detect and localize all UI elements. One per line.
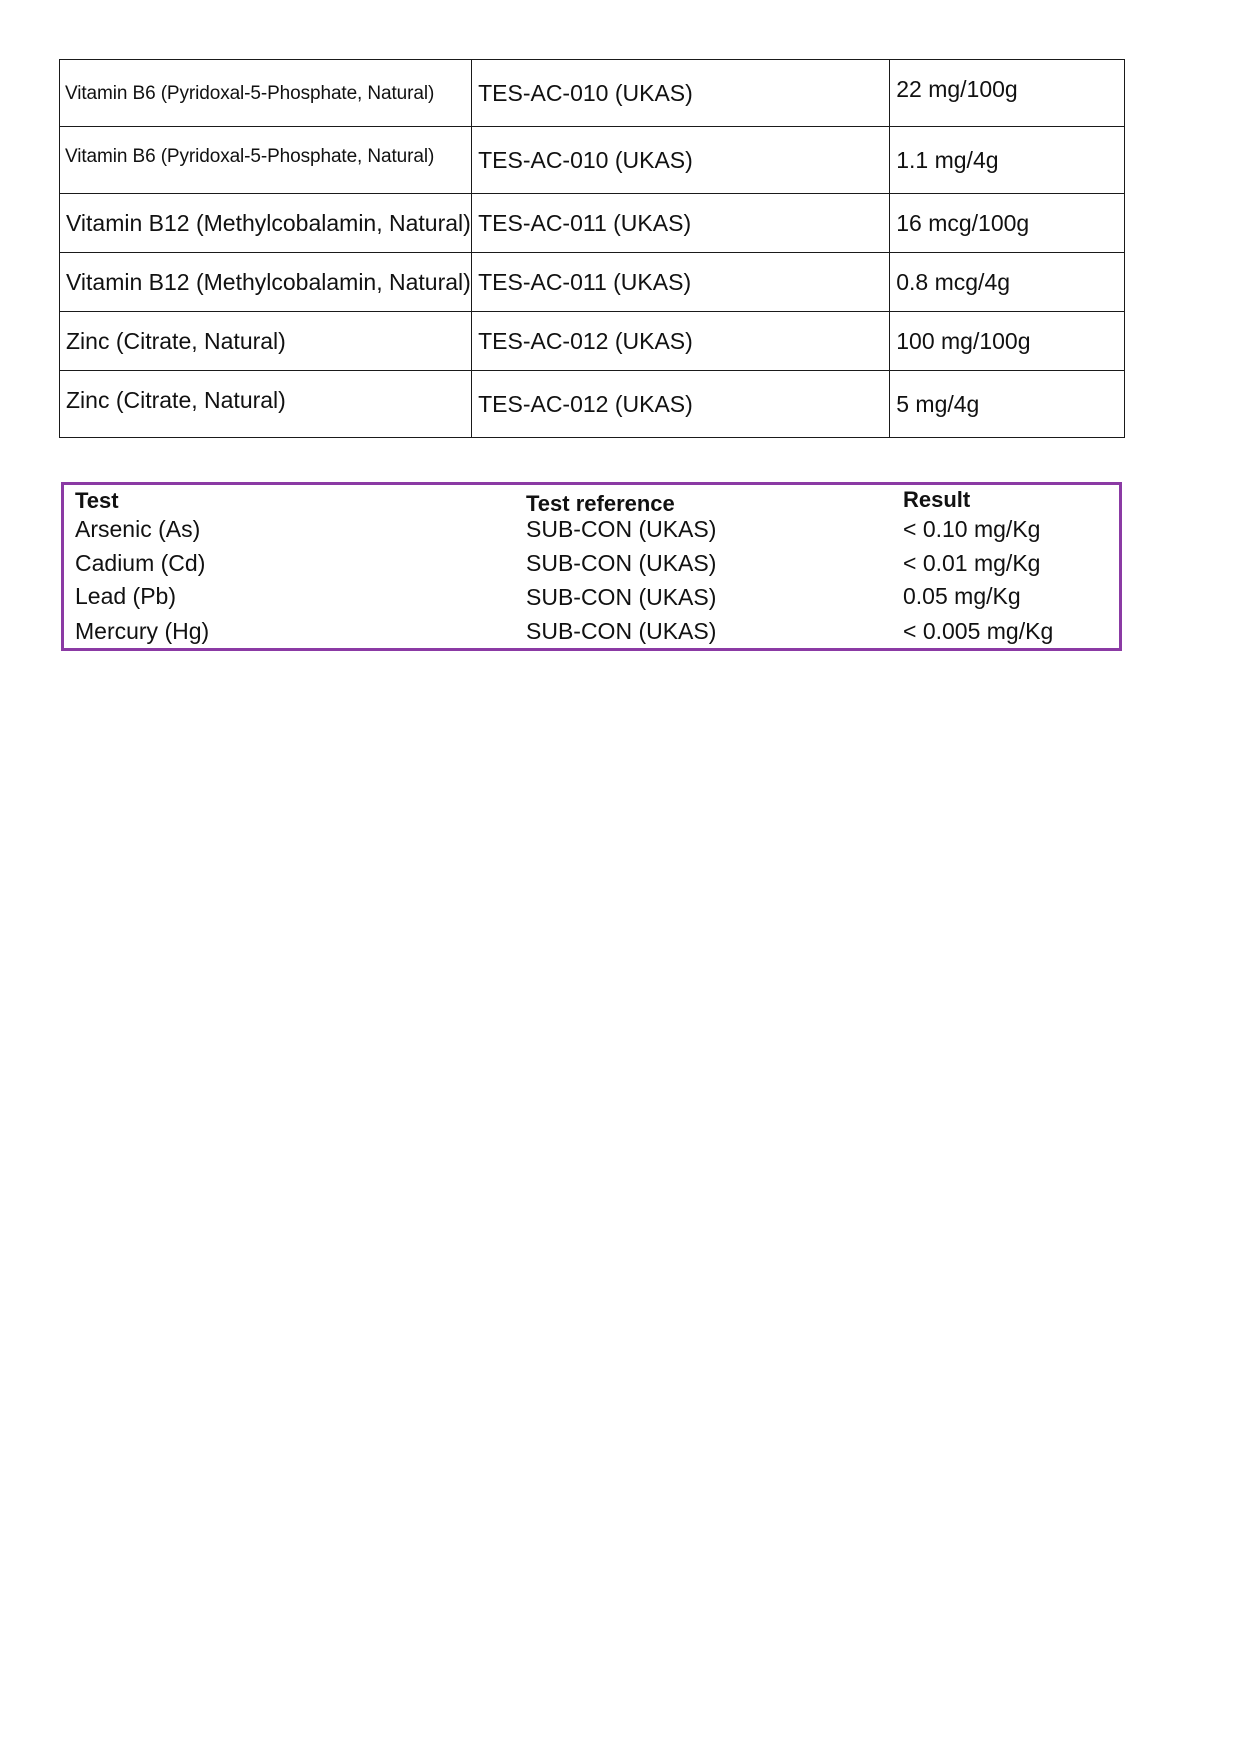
nutrient-analysis-table [59,59,1125,438]
test-reference-cell: TES-AC-011 (UKAS) [472,194,890,253]
result-value: < 0.005 mg/Kg [903,618,1054,644]
result-cell: 5 mg/4g [890,371,1125,438]
table-row [60,253,1125,312]
nutrient-name-cell: Vitamin B12 (Methylcobalamin, Natural) [60,194,472,253]
result-value: 0.05 mg/Kg [903,583,1021,609]
result-cell: 0.8 mcg/4g [890,253,1125,312]
table-row [60,312,1125,371]
table-row [60,60,1125,127]
result-value: < 0.01 mg/Kg [903,550,1041,576]
nutrient-name-cell: Vitamin B6 (Pyridoxal-5-Phosphate, Natural) [60,60,472,127]
test-name: Mercury (Hg) [75,618,210,644]
test-reference-header: Test reference [526,491,675,516]
test-reference-cell: TES-AC-011 (UKAS) [472,253,890,312]
test-reference: SUB-CON (UKAS) [526,550,717,576]
result-value: < 0.10 mg/Kg [903,516,1041,542]
test-header: Test [75,488,119,513]
result-cell: 16 mcg/100g [890,194,1125,253]
nutrient-name-cell: Vitamin B6 (Pyridoxal-5-Phosphate, Natural) [60,127,472,194]
nutrient-name-cell: Zinc (Citrate, Natural) [60,312,472,371]
test-reference: SUB-CON (UKAS) [526,516,717,542]
test-name: Arsenic (As) [75,516,201,542]
test-reference-cell: TES-AC-012 (UKAS) [472,312,890,371]
result-cell: 1.1 mg/4g [890,127,1125,194]
result-cell: 100 mg/100g [890,312,1125,371]
nutrient-name-cell: Vitamin B12 (Methylcobalamin, Natural) [60,253,472,312]
heavy-metals-table [61,482,1122,651]
result-header: Result [903,487,971,512]
test-reference: SUB-CON (UKAS) [526,584,717,610]
table-row [60,194,1125,253]
test-reference-cell: TES-AC-012 (UKAS) [472,371,890,438]
nutrient-name-cell: Zinc (Citrate, Natural) [60,371,472,438]
test-name: Cadium (Cd) [75,550,206,576]
result-cell: 22 mg/100g [890,60,1125,127]
table-row [60,371,1125,438]
test-reference-cell: TES-AC-010 (UKAS) [472,60,890,127]
test-name: Lead (Pb) [75,583,177,609]
test-reference-cell: TES-AC-010 (UKAS) [472,127,890,194]
table-row [60,127,1125,194]
test-reference: SUB-CON (UKAS) [526,618,717,644]
